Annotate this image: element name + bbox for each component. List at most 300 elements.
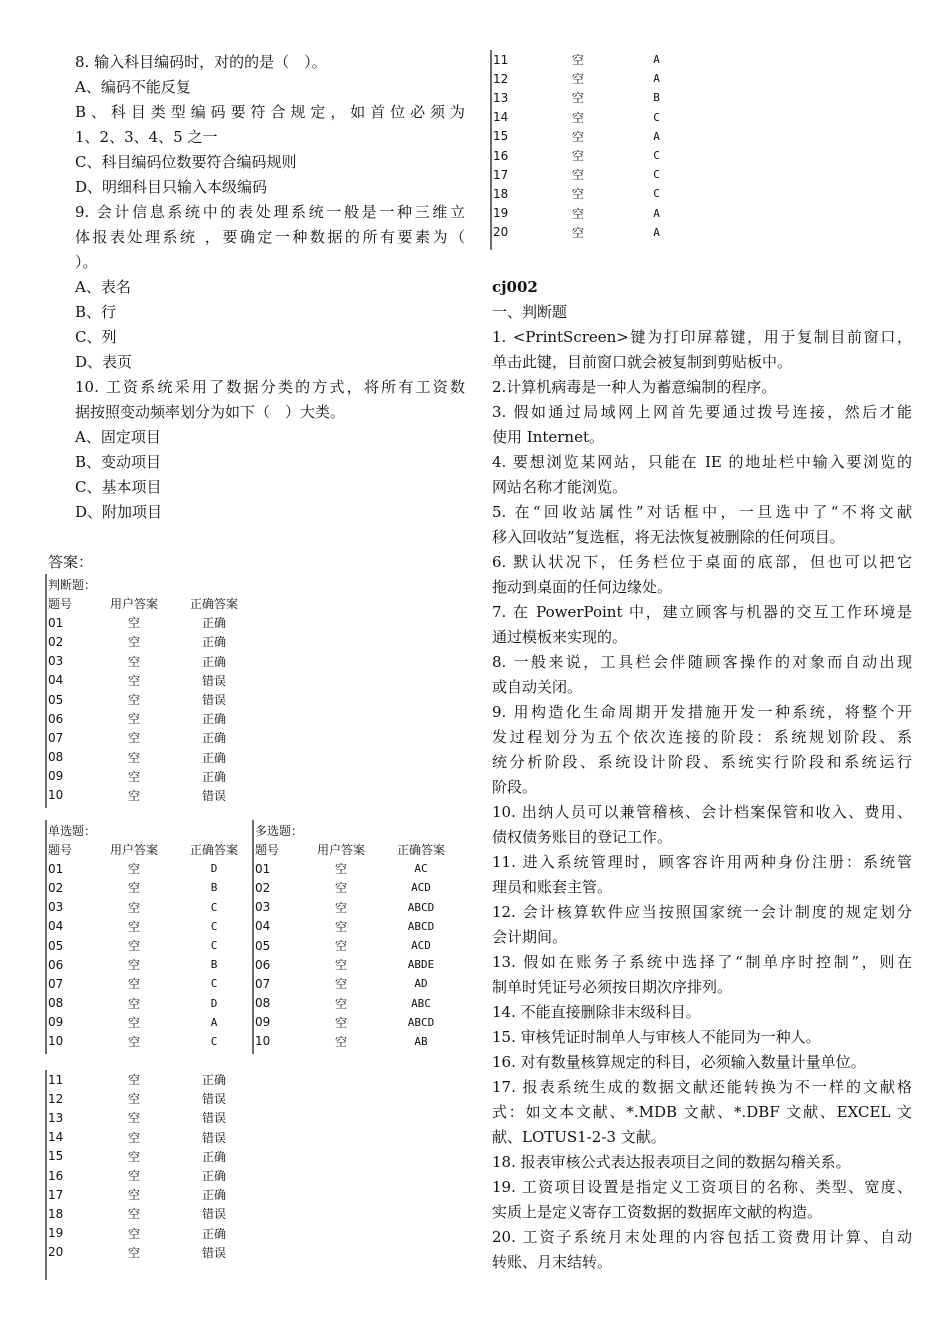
correct-answer: C [653, 110, 660, 124]
question-line: 8. 输入科目编码时，对的的是（ ）。 [75, 53, 327, 71]
user-answer: 空 [127, 862, 140, 877]
question-line: 13. 假如在账务子系统中选择了“制单序时控制”，则在 [492, 953, 912, 971]
question-line: C、列 [75, 328, 117, 346]
question-number: 20 [48, 1245, 64, 1260]
right-question-15 [492, 1050, 912, 1075]
table-row [48, 786, 248, 805]
user-answer: 空 [127, 1207, 140, 1222]
question-line: 网站名称才能浏览。 [492, 478, 628, 496]
table-row [48, 859, 248, 878]
correct-answer: AC [414, 862, 428, 876]
right-question-4 [492, 500, 912, 550]
table-row [255, 1032, 455, 1051]
right-question-8 [492, 700, 912, 800]
question-number: 11 [48, 1072, 64, 1087]
correct-answer: 正确 [201, 750, 226, 765]
question-number: 08 [48, 996, 64, 1011]
user-answer: 空 [127, 1092, 140, 1107]
col-header-number: 题号 [48, 597, 73, 612]
table-row [48, 748, 248, 767]
table-row [48, 728, 248, 747]
user-answer: 空 [571, 206, 584, 221]
multi-table-title: 多选题： [255, 823, 304, 838]
table-row [493, 223, 690, 242]
right-question-5 [492, 550, 912, 600]
question-number: 12 [48, 1091, 64, 1106]
correct-answer: C [653, 187, 660, 201]
user-answer: 空 [127, 977, 140, 992]
table-row [48, 652, 248, 671]
question-line: 债权债务账目的登记工作。 [492, 828, 673, 846]
question-line: 7. 在 PowerPoint 中，建立顾客与机器的交互工作环境是 [492, 603, 912, 621]
left-question-5 [75, 200, 465, 275]
user-answer: 空 [127, 1130, 140, 1145]
question-line: 10. 出纳人员可以兼管稽核、会计档案保管和收入、费用、 [492, 803, 912, 821]
correct-answer: ABCD [407, 919, 435, 933]
question-number: 14 [493, 110, 509, 125]
table-row [48, 1166, 248, 1185]
table-row [493, 88, 690, 107]
question-line: 制单时凭证号必须按日期次序排列。 [492, 978, 733, 996]
table-row [48, 878, 248, 897]
question-line: D、附加项目 [75, 503, 163, 521]
table-row [48, 974, 248, 993]
table-row [493, 165, 690, 184]
question-line: 15. 审核凭证时制单人与审核人不能同为一种人。 [492, 1028, 821, 1046]
question-line: D、明细科目只输入本级编码 [75, 178, 268, 196]
question-number: 07 [255, 976, 271, 991]
question-line: 发过程划分为五个依次连接的阶段：系统规划阶段、系 [492, 728, 912, 746]
user-answer: 空 [127, 693, 140, 708]
user-answer: 空 [571, 129, 584, 144]
question-number: 19 [48, 1226, 64, 1241]
right-question-12 [492, 950, 912, 1000]
user-answer: 空 [334, 1015, 347, 1030]
question-number: 01 [255, 861, 271, 876]
question-line: 5. 在“回收站属性”对话框中，一旦选中了“不将文献 [492, 503, 912, 521]
table-row [48, 955, 248, 974]
question-number: 05 [48, 938, 64, 953]
correct-answer: AD [414, 977, 428, 991]
left-question-8 [75, 325, 465, 350]
question-number: 10 [48, 1034, 64, 1049]
left-question-14 [75, 500, 465, 525]
table-row [48, 1089, 248, 1108]
correct-answer: B [653, 91, 660, 105]
table-row [493, 204, 690, 223]
question-number: 01 [48, 615, 64, 630]
table-row [48, 671, 248, 690]
question-number: 07 [48, 976, 64, 991]
right-question-18 [492, 1175, 912, 1225]
question-line: C、基本项目 [75, 478, 162, 496]
question-line: 实质上是定义寄存工资数据的数据库文献的构造。 [492, 1203, 823, 1221]
question-line: C、科目编码位数要符合编码规则 [75, 153, 297, 171]
correct-answer: 正确 [201, 712, 226, 727]
correct-answer: 错误 [201, 1111, 226, 1126]
left-question-0 [75, 50, 465, 75]
question-line: 阶段。 [492, 778, 538, 796]
question-line: A、编码不能反复 [75, 78, 191, 96]
correct-answer: C [653, 168, 660, 182]
left-question-2 [75, 100, 465, 150]
table-row [48, 709, 248, 728]
user-answer: 空 [571, 110, 584, 125]
user-answer: 空 [334, 1034, 347, 1049]
question-number: 13 [493, 90, 509, 105]
question-line: 4. 要想浏览某网站，只能在 IE 的地址栏中输入要浏览的 [492, 453, 912, 471]
question-line: 9. 会计信息系统中的表处理系统一般是一种三维立 [75, 203, 465, 221]
user-answer: 空 [127, 1111, 140, 1126]
user-answer: 空 [127, 1169, 140, 1184]
question-line: 统分析阶段、系统设计阶段、系统实行阶段和系统运行 [492, 753, 912, 771]
question-number: 03 [48, 900, 64, 915]
question-line: B、变动项目 [75, 453, 162, 471]
question-line: 通过模板来实现的。 [492, 628, 628, 646]
question-line: B、行 [75, 303, 117, 321]
user-answer: 空 [127, 1149, 140, 1164]
table-row [48, 767, 248, 786]
question-number: 11 [493, 52, 509, 67]
question-number: 17 [493, 167, 509, 182]
question-line: 拖动到桌面的任何边缘处。 [492, 578, 673, 596]
correct-answer: 正确 [201, 1188, 226, 1203]
question-number: 05 [48, 692, 64, 707]
table-row [48, 1108, 248, 1127]
correct-answer: C [653, 149, 660, 163]
user-answer: 空 [127, 1034, 140, 1049]
correct-answer: 正确 [201, 1073, 226, 1088]
correct-answer: ABCD [407, 900, 435, 914]
table-row [255, 936, 455, 955]
table-row [48, 613, 248, 632]
user-answer: 空 [127, 996, 140, 1011]
question-line: 会计期间。 [492, 928, 568, 946]
question-number: 18 [48, 1206, 64, 1221]
question-line: 式：如文本文献、*.MDB 文献、*.DBF 文献、EXCEL 文 [492, 1103, 912, 1121]
correct-answer: B [210, 881, 218, 895]
left-question-13 [75, 475, 465, 500]
question-number: 03 [255, 900, 271, 915]
question-number: 08 [48, 750, 64, 765]
table-row [493, 69, 690, 88]
question-line: 1. <PrintScreen>键为打印屏幕键，用于复制目前窗口， [492, 328, 912, 346]
user-answer: 空 [127, 635, 140, 650]
user-answer: 空 [127, 750, 140, 765]
correct-answer: C [210, 1034, 218, 1048]
right-question-7 [492, 650, 912, 700]
table-row [255, 898, 455, 917]
user-answer: 空 [127, 731, 140, 746]
correct-answer: ABCD [407, 1015, 435, 1029]
judge-answer-table-continued [45, 1070, 255, 1280]
user-answer: 空 [127, 1245, 140, 1260]
multi-choice-answer-table [252, 820, 462, 1054]
left-question-6 [75, 275, 465, 300]
table-row [255, 994, 455, 1013]
correct-answer: C [210, 919, 218, 933]
table-row [493, 184, 690, 203]
question-number: 06 [255, 957, 271, 972]
table-row [48, 1032, 248, 1051]
table-row [493, 127, 690, 146]
question-line: 据按照变动频率划分为如下（ ）大类。 [75, 403, 346, 421]
right-question-2 [492, 400, 912, 450]
left-question-1 [75, 75, 465, 100]
table-row [48, 1243, 248, 1262]
user-answer: 空 [334, 900, 347, 915]
question-number: 09 [255, 1015, 271, 1030]
table-row [255, 859, 455, 878]
question-line: 18. 报表审核公式表达报表项目之间的数据勾稽关系。 [492, 1153, 851, 1171]
single-table-title: 单选题： [48, 823, 97, 838]
table-row [255, 878, 455, 897]
answer-label: 答案： [48, 553, 94, 571]
correct-answer: C [210, 977, 218, 991]
correct-answer: A [653, 225, 660, 239]
col-header-user-answer: 用户答案 [109, 597, 158, 612]
table-row [48, 1147, 248, 1166]
question-line: B、科目类型编码要符合规定，如首位必须为 [75, 103, 465, 121]
user-answer: 空 [334, 919, 347, 934]
table-row [493, 146, 690, 165]
question-number: 13 [48, 1110, 64, 1125]
judge-table-title: 判断题： [48, 577, 97, 592]
question-number: 01 [48, 861, 64, 876]
question-number: 04 [48, 673, 64, 688]
correct-answer: D [210, 862, 218, 876]
question-number: 16 [48, 1168, 64, 1183]
right-question-10 [492, 850, 912, 900]
question-line: 移入回收站”复选框，将无法恢复被删除的任何项目。 [492, 528, 845, 546]
user-answer: 空 [571, 149, 584, 164]
correct-answer: 错误 [201, 1130, 226, 1145]
user-answer: 空 [571, 91, 584, 106]
correct-answer: 错误 [201, 1207, 226, 1222]
correct-answer: 正确 [201, 1226, 226, 1241]
single-choice-answer-table-continued [490, 50, 690, 250]
right-question-0 [492, 325, 912, 375]
question-line: 3. 假如通过局域网上网首先要通过拨号连接，然后才能 [492, 403, 912, 421]
correct-answer: 正确 [201, 1149, 226, 1164]
right-question-11 [492, 900, 912, 950]
question-line: 理员和账套主管。 [492, 878, 613, 896]
col-header-correct-answer: 正确答案 [396, 843, 445, 858]
right-question-1 [492, 375, 912, 400]
question-line: 17. 报表系统生成的数据文献还能转换为不一样的文献格 [492, 1078, 912, 1096]
user-answer: 空 [127, 900, 140, 915]
correct-answer: 错误 [201, 693, 226, 708]
user-answer: 空 [127, 958, 140, 973]
user-answer: 空 [127, 919, 140, 934]
question-line: 8. 一般来说，工具栏会伴随顾客操作的对象而自动出现 [492, 653, 912, 671]
table-row [48, 1224, 248, 1243]
user-answer: 空 [127, 712, 140, 727]
right-question-6 [492, 600, 912, 650]
user-answer: 空 [127, 1015, 140, 1030]
correct-answer: A [653, 206, 660, 220]
col-header-user-answer: 用户答案 [316, 843, 365, 858]
table-row [48, 1185, 248, 1204]
question-line: 或自动关闭。 [492, 678, 583, 696]
correct-answer: D [210, 996, 218, 1010]
correct-answer: 正确 [201, 635, 226, 650]
right-question-9 [492, 800, 912, 850]
left-question-4 [75, 175, 465, 200]
correct-answer: ACD [411, 939, 431, 953]
question-line: 20. 工资子系统月末处理的内容包括工资费用计算、自动 [492, 1228, 912, 1246]
question-line: 6. 默认状况下，任务栏位于桌面的底部，但也可以把它 [492, 553, 912, 571]
col-header-correct-answer: 正确答案 [189, 843, 238, 858]
question-line: 19. 工资项目设置是指定义工资项目的名称、类型、宽度、 [492, 1178, 912, 1196]
question-number: 03 [48, 654, 64, 669]
correct-answer: 正确 [201, 731, 226, 746]
question-number: 12 [493, 71, 509, 86]
correct-answer: 正确 [201, 1169, 226, 1184]
user-answer: 空 [127, 788, 140, 803]
question-line: 16. 对有数量核算规定的科目，必须输入数量计量单位。 [492, 1053, 866, 1071]
question-number: 06 [48, 957, 64, 972]
correct-answer: A [653, 53, 660, 67]
question-number: 10 [48, 788, 64, 803]
user-answer: 空 [127, 616, 140, 631]
question-number: 09 [48, 1015, 64, 1030]
question-line: A、固定项目 [75, 428, 161, 446]
question-line: D、表页 [75, 353, 133, 371]
right-question-list [492, 325, 912, 1275]
question-number: 02 [48, 880, 64, 895]
question-number: 16 [493, 148, 509, 163]
user-answer: 空 [571, 72, 584, 87]
user-answer: 空 [127, 673, 140, 688]
question-number: 05 [255, 938, 271, 953]
table-row [48, 917, 248, 936]
correct-answer: C [210, 900, 218, 914]
question-number: 20 [493, 225, 509, 240]
right-question-14 [492, 1025, 912, 1050]
user-answer: 空 [127, 1188, 140, 1203]
correct-answer: ABDE [407, 958, 435, 972]
col-header-correct-answer: 正确答案 [189, 597, 238, 612]
question-line: A、表名 [75, 278, 131, 296]
left-question-11 [75, 425, 465, 450]
user-answer: 空 [127, 769, 140, 784]
left-question-10 [75, 375, 465, 425]
question-line: 2.计算机病毒是一种人为蓄意编制的程序。 [492, 378, 777, 396]
table-row [255, 955, 455, 974]
table-row [48, 936, 248, 955]
user-answer: 空 [127, 654, 140, 669]
question-number: 04 [48, 919, 64, 934]
question-line: 使用 Internet。 [492, 428, 604, 446]
right-question-16 [492, 1075, 912, 1150]
user-answer: 空 [571, 187, 584, 202]
col-header-number: 题号 [255, 843, 280, 858]
table-row [48, 1013, 248, 1032]
correct-answer: ACD [411, 881, 431, 895]
user-answer: 空 [334, 958, 347, 973]
question-number: 17 [48, 1187, 64, 1202]
user-answer: 空 [334, 881, 347, 896]
question-number: 02 [48, 634, 64, 649]
question-number: 15 [48, 1149, 64, 1164]
correct-answer: ABC [411, 996, 431, 1010]
left-question-12 [75, 450, 465, 475]
question-line: 11. 进入系统管理时，顾客容许用两种身份注册：系统管 [492, 853, 912, 871]
user-answer: 空 [571, 53, 584, 68]
table-row [48, 994, 248, 1013]
left-question-3 [75, 150, 465, 175]
correct-answer: 错误 [201, 1245, 226, 1260]
correct-answer: 错误 [201, 673, 226, 688]
question-number: 04 [255, 919, 271, 934]
question-number: 18 [493, 186, 509, 201]
question-number: 19 [493, 206, 509, 221]
right-question-17 [492, 1150, 912, 1175]
question-number: 06 [48, 711, 64, 726]
user-answer: 空 [334, 939, 347, 954]
table-row [255, 917, 455, 936]
correct-answer: A [210, 1015, 218, 1029]
user-answer: 空 [127, 1073, 140, 1088]
correct-answer: 错误 [201, 788, 226, 803]
user-answer: 空 [571, 168, 584, 183]
question-line: 9. 用构造化生命周期开发措施开发一种系统，将整个开 [492, 703, 912, 721]
question-line: 体报表处理系统 ，要确定一种数据的所有要素为（ [75, 228, 465, 246]
table-row [493, 50, 690, 69]
table-row [255, 974, 455, 993]
col-header-number: 题号 [48, 843, 73, 858]
correct-answer: B [210, 958, 218, 972]
left-question-list [75, 50, 465, 525]
question-line: ）。 [75, 253, 98, 271]
question-line: 单击此键，目前窗口就会被复制到剪贴板中。 [492, 353, 793, 371]
correct-answer: 错误 [201, 1092, 226, 1107]
table-row [48, 898, 248, 917]
user-answer: 空 [334, 996, 347, 1011]
question-line: 10. 工资系统采用了数据分类的方式，将所有工资数 [75, 378, 465, 396]
correct-answer: 正确 [201, 769, 226, 784]
correct-answer: AB [414, 1034, 428, 1048]
table-row [48, 690, 248, 709]
question-line: 14. 不能直接删除非末级科目。 [492, 1003, 701, 1021]
table-row [255, 1013, 455, 1032]
user-answer: 空 [127, 1226, 140, 1241]
question-line: 转账、月末结转。 [492, 1253, 613, 1271]
left-question-9 [75, 350, 465, 375]
correct-answer: 正确 [201, 616, 226, 631]
question-number: 09 [48, 769, 64, 784]
right-question-3 [492, 450, 912, 500]
col-header-user-answer: 用户答案 [109, 843, 158, 858]
user-answer: 空 [334, 862, 347, 877]
table-row [493, 108, 690, 127]
section-code: cj002 [492, 278, 538, 296]
table-row [48, 1204, 248, 1223]
question-number: 14 [48, 1130, 64, 1145]
question-number: 10 [255, 1034, 271, 1049]
table-row [48, 1070, 248, 1089]
section-title: 一、判断题 [492, 303, 568, 321]
table-row [48, 632, 248, 651]
single-choice-answer-table [45, 820, 255, 1054]
user-answer: 空 [127, 939, 140, 954]
correct-answer: C [210, 939, 218, 953]
left-question-7 [75, 300, 465, 325]
question-number: 02 [255, 880, 271, 895]
question-number: 07 [48, 730, 64, 745]
question-line: 12. 会计核算软件应当按照国家统一会计制度的规定划分 [492, 903, 912, 921]
